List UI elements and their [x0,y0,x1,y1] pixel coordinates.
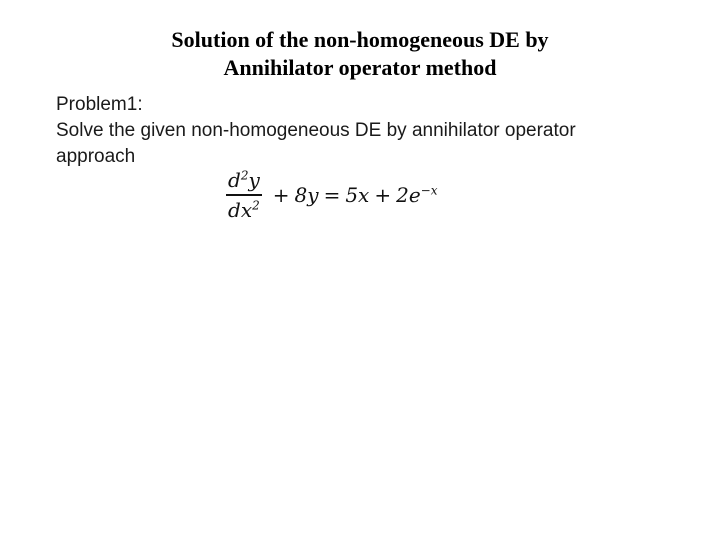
title-line-1: Solution of the non-homogeneous DE by [171,27,549,52]
slide-title [60,26,660,82]
differential-equation [226,168,438,222]
equation-rest [268,183,438,207]
problem-text [56,92,656,170]
instruction-line-1: Solve the given non-homogeneous DE by annihilator operator [56,120,576,141]
term-8y: 8y [294,182,319,207]
equals-sign: = [323,182,341,207]
instruction-line-2: approach [56,146,136,167]
fraction-denominator [226,196,262,222]
term-exponent-minus-x: −x [420,183,438,198]
second-derivative-fraction [226,168,262,222]
denominator-dx: dx [228,197,253,222]
plus-sign-2: + [374,182,392,207]
term-5x: 5x [345,182,370,207]
term-2e: 2e [396,182,421,207]
denominator-exponent: 2 [252,197,260,212]
problem-label: Problem1: [56,94,143,115]
plus-sign-1: + [272,182,290,207]
numerator-y: y [248,168,260,192]
title-line-2: Annihilator operator method [223,55,497,80]
numerator-d: d [228,168,241,192]
numerator-exponent: 2 [240,168,249,183]
fraction-numerator [226,168,262,194]
